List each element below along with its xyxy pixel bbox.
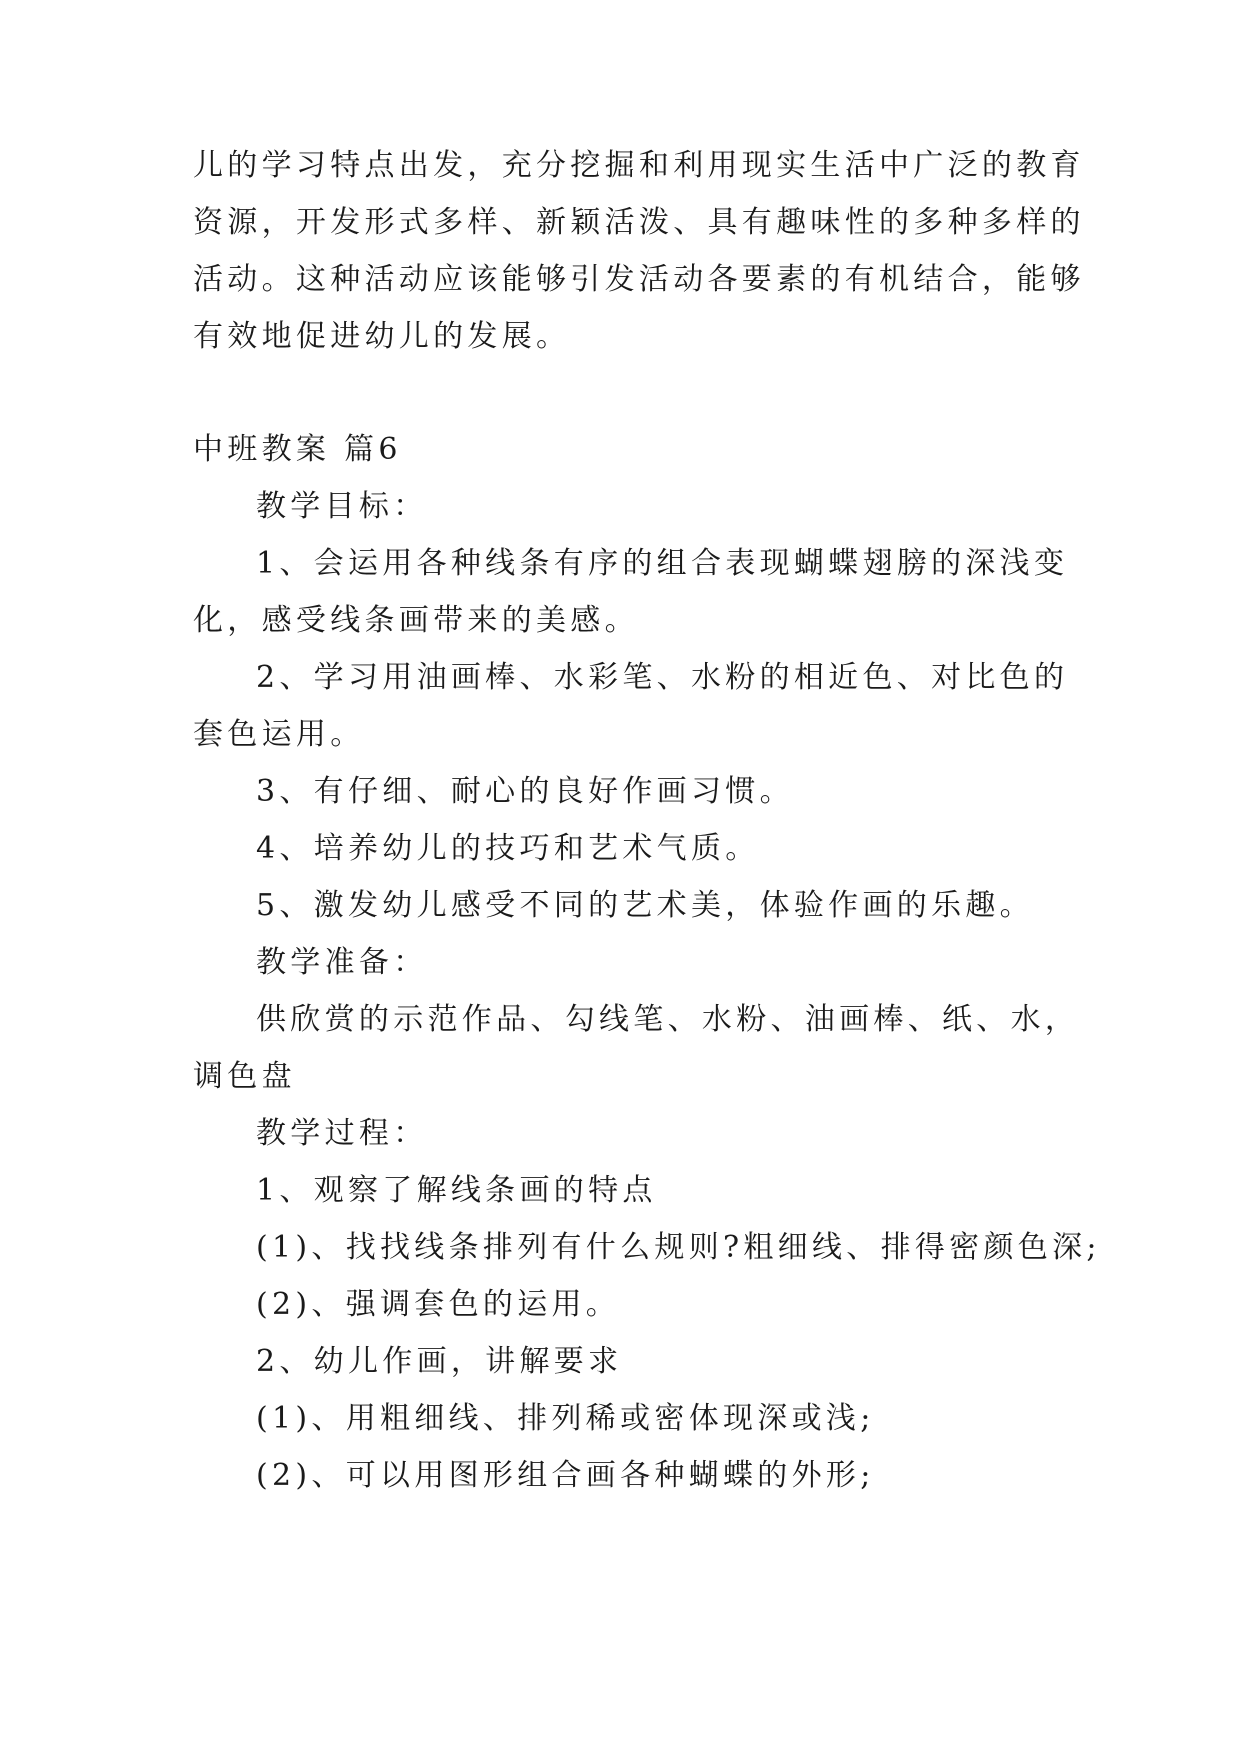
goal-line-1: 1、会运用各种线条有序的组合表现蝴蝶翅膀的深浅变 <box>256 546 1069 581</box>
prep-line-2: 调色盘 <box>193 1059 296 1094</box>
goal-line-2: 化，感受线条画带来的美感。 <box>193 603 639 638</box>
process-line-5: (1)、用粗细线、排列稀或密体现深或浅; <box>256 1401 875 1436</box>
intro-line-3: 活动。这种活动应该能够引发活动各要素的有机结合，能够 <box>193 262 1085 297</box>
process-heading: 教学过程： <box>256 1116 428 1151</box>
goal-line-6: 4、培养幼儿的技巧和艺术气质。 <box>256 831 760 866</box>
goal-line-4: 套色运用。 <box>193 717 365 752</box>
process-line-4: 2、幼儿作画，讲解要求 <box>256 1344 623 1379</box>
prep-line-1: 供欣赏的示范作品、勾线笔、水粉、油画棒、纸、水， <box>256 1002 1080 1037</box>
goal-line-5: 3、有仔细、耐心的良好作画习惯。 <box>256 774 794 809</box>
intro-line-1: 儿的学习特点出发，充分挖掘和利用现实生活中广泛的教育 <box>193 148 1085 183</box>
goals-heading: 教学目标： <box>256 489 428 524</box>
process-line-3: (2)、强调套色的运用。 <box>256 1287 621 1322</box>
goal-line-3: 2、学习用油画棒、水彩笔、水粉的相近色、对比色的 <box>256 660 1069 695</box>
intro-line-2: 资源，开发形式多样、新颖活泼、具有趣味性的多种多样的 <box>193 205 1085 240</box>
process-line-2: (1)、找找线条排列有什么规则?粗细线、排得密颜色深; <box>256 1230 1101 1265</box>
process-line-1: 1、观察了解线条画的特点 <box>256 1173 657 1208</box>
section-title: 中班教案 篇6 <box>193 432 402 467</box>
prep-heading: 教学准备： <box>256 945 428 980</box>
goal-line-7: 5、激发幼儿感受不同的艺术美，体验作画的乐趣。 <box>256 888 1034 923</box>
intro-line-4: 有效地促进幼儿的发展。 <box>193 319 571 354</box>
process-line-6: (2)、可以用图形组合画各种蝴蝶的外形; <box>256 1458 875 1493</box>
